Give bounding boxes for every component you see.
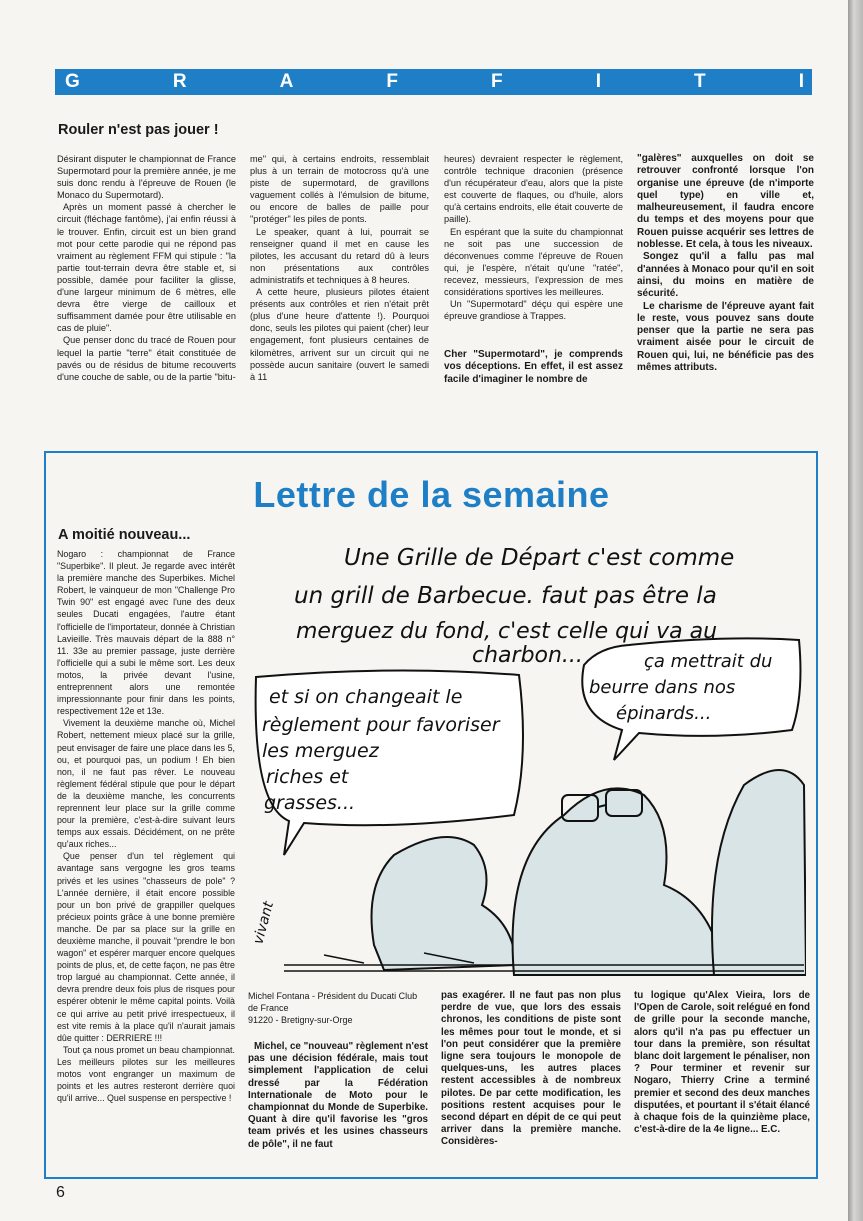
cartoon-caption-line: Une Grille de Départ c'est comme <box>344 545 735 571</box>
paragraph: En espérant que la suite du championnat ne soit pas une succession de déconvenues comme l'épreuve de Rouen qui, je l'espère, n'était qu'une "ratée", recevez, messieurs, l'expression de mes considérations sportives les meilleures. <box>444 226 623 298</box>
banner-letter: R <box>172 71 187 92</box>
cartoonist-signature: vivant <box>250 899 278 947</box>
paragraph: Michel, ce "nouveau" règlement n'est pas une décision fédérale, mais tout simplement l'application de celui dressé par la Fédération Internationale de Moto pour le championnat du Monde de Superbike. Quant à dire qu'il favorise les "gros team privés et les usines chasseurs de pôle", il ne faut <box>248 1041 428 1150</box>
bubble-left-line: et si on changeait le <box>269 686 463 708</box>
editor-reply-column-4 <box>637 153 814 374</box>
paragraph: Cher "Supermotard", je comprends vos déceptions. En effet, il est assez facile d'imaginer le nombre de <box>444 349 623 385</box>
bubble-left-line: les merguez <box>262 740 379 762</box>
signature-line: Michel Fontana - Président du Ducati Club de France <box>248 991 418 1014</box>
paragraph: Songez qu'il a fallu pas mal d'années à Monaco pour qu'il en soit ainsi, du moins en matière de sécurité. <box>637 251 814 300</box>
banner-letter: A <box>279 71 294 92</box>
cartoon-caption-line: merguez du fond, c'est celle qui va au <box>296 619 718 644</box>
paragraph: Désirant disputer le championnat de France Supermotard pour la première année, je me suis donc rendu à l'épreuve de Rouen (le Monaco du Supermotard). <box>57 154 236 201</box>
banner-letter: F <box>491 71 503 92</box>
article-column-2 <box>250 153 429 383</box>
editor-reply <box>444 349 623 386</box>
bubble-right-line: beurre dans nos <box>589 677 736 698</box>
paragraph: me" qui, à certains endroits, ressemblait plus à un terrain de motocross qu'à une piste de supermotard, de gravillons vaguement collés à l'émulsion de bitume, ou encore de balles de paille pour "protéger" les piles de ponts. <box>250 154 429 225</box>
signature-line: 91220 - Bretigny-sur-Orge <box>248 1015 353 1026</box>
letter-column-1 <box>57 548 235 1104</box>
paragraph: Tout ça nous promet un beau championnat. Les meilleurs pilotes sur les meilleures motos vont engranger un maximum de points et les autres resteront derrière quoi qu'il arrive... Quel suspense en perspective ! <box>57 1044 235 1104</box>
page-edge <box>848 0 863 1221</box>
letter-title: A moitié nouveau... <box>58 527 191 543</box>
banner-letter: I <box>595 71 601 92</box>
letter-reply-column-3 <box>634 990 810 1136</box>
paragraph: Un "Supermotard" déçu qui espère une épreuve grandiose à Trappes. <box>444 299 623 322</box>
cartoon-caption-line: charbon... <box>472 643 583 668</box>
paragraph: Après un moment passé à chercher le circuit (fléchage fantôme), j'ai enfin réussi à le trouver. Enfin, circuit est un bien grand mot pour cette parodie qui ne répond pas vraiment au règlement FFM qui stipule : "la partie tout-terrain devra être stable et, si possible, damée pour faciliter la glisse, d'une largeur minimum de 6 mètres, elle devra être vierge de cailloux et suffisamment damée pour être utilisable en cas de pluie". <box>57 202 236 334</box>
article-column-3 <box>444 153 623 322</box>
bubble-right-line: ça mettrait du <box>644 651 773 672</box>
paragraph: Le speaker, quant à lui, pourrait se renseigner quand il met en cause les pilotes, les accusant du retard dû à leurs non présentations aux contrôles administratifs et techniques à 8 heures. <box>250 226 429 285</box>
cartoon-illustration <box>244 525 806 978</box>
paragraph: A cette heure, plusieurs pilotes étaient présents aux contrôles et rien n'était prêt (plus d'une heure d'attente !). Pourquoi donc, seuls les pilotes qui paient (cher) leur engagement, font plusieurs centaines de kilomètres, arrivent sur un circuit qui ne possède aucun sanitaire (ouvert le samedi à 11 <box>250 287 429 382</box>
paragraph: Nogaro : championnat de France "Superbike". Il pleut. Je regarde avec intérêt la première manche des Superbikes. Michel Robert, le vainqueur de mon "Challenge Pro Twin 90" est engagé avec l'une des deux seules Ducati engagées, l'autre étant l'officielle de l'importateur, donnée à Christian Lavieille. Très mauvais départ de la 888 n° 11. 33e au premier passage, juste derrière l'officielle qui a subi le même sort. Les deux motos, la privée devant l'usine, entreprennent alors une remontée impressionnante pour finir dans les points, respectivement 12e et 13e. <box>57 549 235 717</box>
paragraph: Que penser donc du tracé de Rouen pour lequel la partie "terre" était constituée de pavés ou de résidus de bitume recouverts d'une couche de sable, ou de la partie "bitu- <box>57 335 236 382</box>
section-banner <box>55 69 812 95</box>
article-title: Rouler n'est pas jouer ! <box>58 122 219 138</box>
paragraph: "galères" auxquelles on doit se retrouver confronté lorsque l'on organise une épreuve (de n'importe quel type) en ville et, malheureusement, il faudra encore du temps et des moyens pour que Rouen puisse acquérir ses lettres de noblesse. Et cela, à tous les niveaux. <box>637 153 814 251</box>
merguez-character <box>372 837 517 970</box>
bubble-left-line: règlement pour favoriser <box>262 714 500 736</box>
article-column-1 <box>57 153 236 383</box>
banner-letter: F <box>386 71 398 92</box>
banner-letter: T <box>694 71 706 92</box>
banner-letter: G <box>65 71 80 92</box>
letter-reply-column-2 <box>441 990 621 1149</box>
paragraph: tu logique qu'Alex Vieira, lors de l'Open de Carole, soit relégué en fond de grille pour la seconde manche, alors qu'il n'a pas pu effectuer un tour dans la première, son résultat blanc doit largement le pénaliser, non ? Pour terminer et revenir sur Nogaro, Thierry Crine a terminé premier et second des deux manches disputées, et pourtant il s'était élancé à chaque fois de la quinzième place, c'est-à-dire de la 4e ligne... E.C. <box>634 990 810 1136</box>
paragraph: Le charisme de l'épreuve ayant fait le reste, vous pouvez sans doute penser que la partie ne sera pas vraiment aisée pour le circuit de Rouen qui, lui, ne bénéficie pas des mêmes attributs. <box>637 300 814 374</box>
bubble-left-line: riches et <box>266 766 349 788</box>
letter-of-the-week-heading: Lettre de la semaine <box>253 474 610 515</box>
side-man <box>712 770 806 975</box>
paragraph: pas exagérer. Il ne faut pas non plus perdre de vue, que lors des essais chronos, les conditions de piste sont les mêmes pour tout le monde, et si l'on peut considérer que la première ligne sera toujours le monopole de quelques-uns, les autres places restent accessibles à de nombreux pilotes. De par cette modification, les positions restent acquises pour le second départ en dépit de ce qui peut arriver dans la première manche. Considères- <box>441 990 621 1148</box>
banner-letter: I <box>798 71 804 92</box>
letter-reply-column-1 <box>248 1041 428 1151</box>
bubble-left-line: grasses... <box>264 792 356 814</box>
paragraph: heures) devraient respecter le règlement, contrôle technique draconien (présence d'un récupérateur d'eau, alors que la piste est couverte de flaques, ou d'huile, alors qu'à certains endroits, elle était couverte de paille). <box>444 154 623 225</box>
paragraph: Vivement la deuxième manche où, Michel Robert, nettement mieux placé sur la grille, peut envisager de faire une place dans les 5, ou, et pourquoi pas, un podium ! Eh bien non, il ne faut pas rêver. Le nouveau règlement fédéral stipule que pour le départ de la deuxième manche, les concurrents reprennent leur place sur la grille comme pour la première, c'est-à-dire suivant leurs temps aux essais. Décidément, on ne prête qu'aux riches... <box>57 718 235 850</box>
cartoon-caption-line: un grill de Barbecue. faut pas être la <box>294 583 717 609</box>
letter-signature <box>248 990 428 1027</box>
paragraph: Que penser d'un tel règlement qui avantage sans vergogne les gros teams privés et les usines "chasseurs de pole" ? L'année dernière, il était encore possible pour un bon privé de grappiller quelques précieux points grâce à une bonne première manche. De par sa place sur la grille en deuxième manche, il pouvait "prendre le bon wagon" et espérer marquer encore quelques points de plus, et, de cette façon, ne pas être trop largué au championnat. Cette année, il devra prendre deux fois plus de risques pour espérer obtenir le même capital points. Voilà ce qui arrive au petit privé irrespectueux, il est vite remis à la place qu'il n'aurait jamais dûe quitter : DERRIERE !!! <box>57 851 235 1043</box>
page-number: 6 <box>56 1184 65 1201</box>
bubble-right-line: épinards... <box>616 703 712 724</box>
